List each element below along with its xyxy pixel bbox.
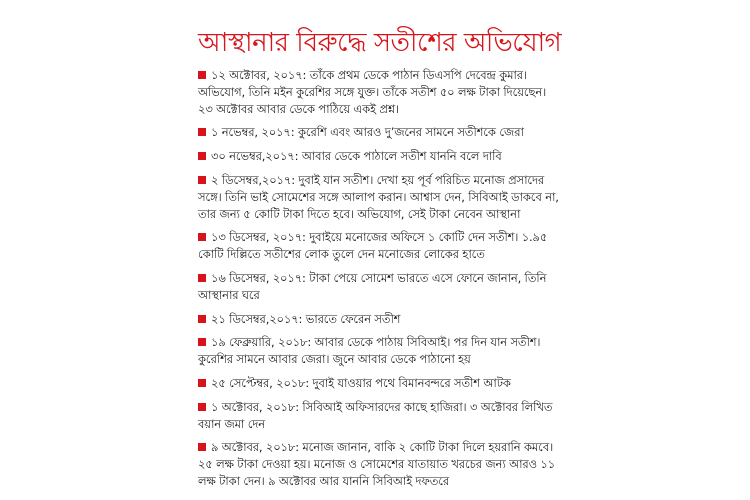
timeline-entry [198,270,564,304]
headline: আস্থানার বিরুদ্ধে সতীশের অভিযোগ [198,28,562,58]
entry-date: ১৯ ফেব্রুয়ারি, ২০১৮: [211,335,312,350]
entry-text: টাকা পেয়ে সোমেশ ভারতে এসে ফোনে জানান, তিনি আস্থানার ঘরে [198,270,547,302]
entry-text: ভারতে ফেরেন সতীশ [305,311,401,326]
timeline-entry [198,148,564,165]
entry-text: তাঁকে প্রথম ডেকে পাঠান ডিএসপি দেবেন্দ্র কুমার। অভিযোগ, তিনি মইন কুরেশির সঙ্গে যুক্ত। তাঁকে সতীশ ৫০ লক্ষ টাকা দিয়েছেন। ২৩ অক্টোবর আবার ডেকে পাঠিয়ে একই প্রশ্ন। [198,68,547,116]
square-bullet-icon [198,152,206,160]
timeline-entry [198,399,564,433]
entry-date: ১ অক্টোবর, ২০১৮: [211,399,299,414]
entry-text: দুবাই যান সতীশ। দেখা হয় পূর্ব পরিচিত মনোজ প্রসাদের সঙ্গে। তিনি ভাই সোমেশের সঙ্গে আলাপ করান। আশ্বাস দেন, সিবিআই ডাকবে না, তার জন্য ৫ কোটি টাকা দিতে হবে। অভিযোগ, সেই টাকা নেবেন আস্থানা [198,172,559,221]
entry-text: আবার ডেকে পাঠালে সতীশ যাননি বলে দাবি [301,149,502,164]
square-bullet-icon [198,233,206,241]
entry-text: দুবাই যাওয়ার পথে বিমানবন্দরে সতীশ আটক [312,375,511,390]
timeline-list [198,67,564,490]
entry-text: দুবাইয়ে মনোজের অফিসে ১ কোটি দেন সতীশ। ১.৯৫ কোটি দিল্লিতে সতীশের লোক তুলে দেন মনোজের লোকের হাতে [198,230,548,262]
entry-date: ৯ অক্টোবর, ২০১৮: [211,440,299,455]
entry-date: ১৬ ডিসেম্বর, ২০১৭: [211,270,306,285]
square-bullet-icon [198,128,206,136]
timeline-entry [198,334,564,368]
news-article [198,28,564,497]
entry-text: সিবিআই অফিসারদের কাছে হাজিরা। ৩ অক্টোবর লিখিত বয়ান জমা দেন [198,399,553,431]
square-bullet-icon [198,274,206,282]
entry-date: ২৫ সেপ্টেম্বর, ২০১৮: [211,375,310,390]
entry-text: আবার ডেকে পাঠায় সিবিআই। পর দিন যান সতীশ। কুরেশির সামনে আবার জেরা। জুনে আবার ডেকে পাঠানো হয় [198,335,541,367]
entry-date: ১৩ ডিসেম্বর, ২০১৭: [211,230,306,245]
square-bullet-icon [198,379,206,387]
timeline-entry [198,311,564,328]
timeline-entry [198,439,564,489]
entry-text: কুরেশি এবং আরও দু’জনের সামনে সতীশকে জেরা [297,125,524,140]
entry-date: ২১ ডিসেম্বর,২০১৭: [211,311,303,326]
square-bullet-icon [198,338,206,346]
entry-date: ১ নভেম্বর, ২০১৭: [211,125,295,140]
timeline-entry [198,172,564,222]
timeline-entry [198,375,564,392]
entry-date: ৩০ নভেম্বর,২০১৭: [211,149,299,164]
timeline-entry [198,229,564,263]
entry-date: ২ ডিসেম্বর,২০১৭: [211,172,295,187]
entry-text: মনোজ জানান, বাকি ২ কোটি টাকা দিলে হয়রানি কমবে। ২৫ লক্ষ টাকা দেওয়া হয়। মনোজ ও সোমেশের যাতায়াত খরচের জন্য আরও ১১ লক্ষ টাকা দেন। ৯ অক্টোবর আর যাননি সিবিআই দফতরে [198,440,556,488]
timeline-entry [198,67,564,117]
entry-date: ১২ অক্টোবর, ২০১৭: [211,68,307,82]
square-bullet-icon [198,403,206,411]
square-bullet-icon [198,443,206,451]
square-bullet-icon [198,176,206,184]
timeline-entry [198,124,564,141]
square-bullet-icon [198,315,206,323]
square-bullet-icon [198,71,206,79]
